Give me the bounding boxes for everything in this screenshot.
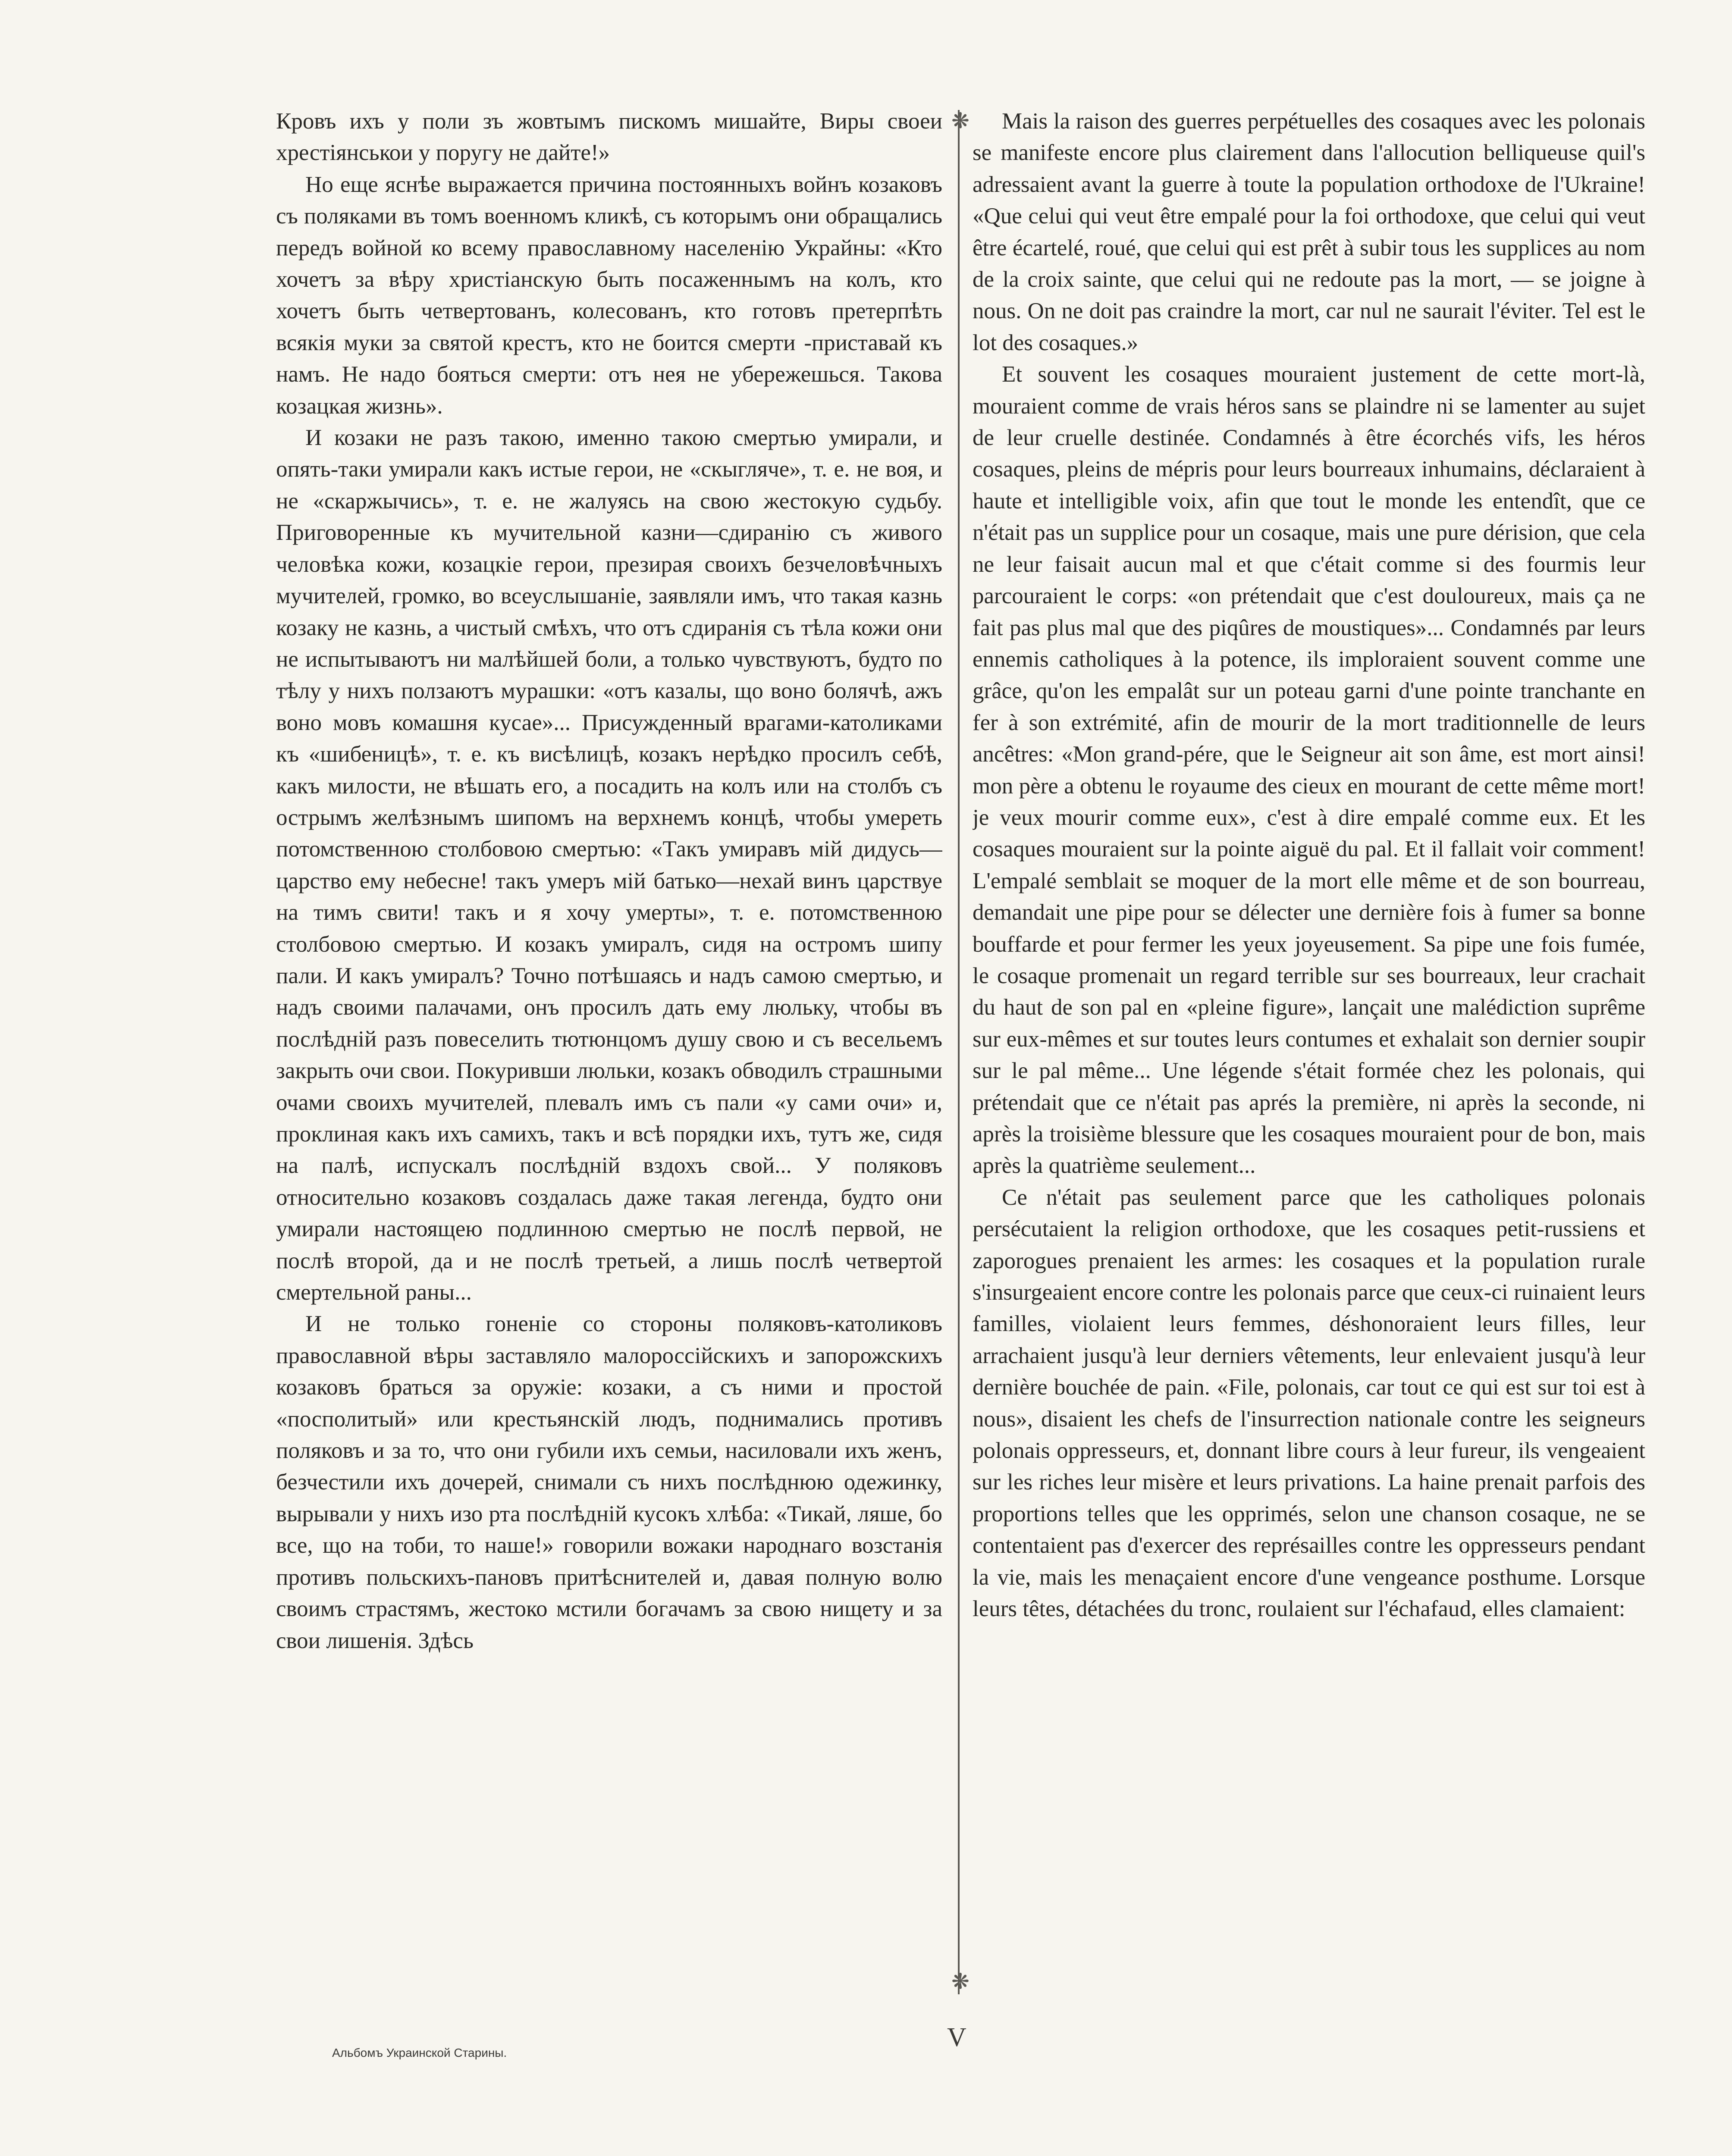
column-divider [958,110,960,1994]
left-column-russian [276,106,942,2156]
paragraph: Ce n'était pas seulement parce que les catholiques polonais persécutaient la religion orthodoxe, que les cosaques petit-russiens et zaporogues prenaient les armes: les cosaques et la population rurale s'insurgeaient encore contre les polonais parce que ceux-ci ruinaient leurs familles, violaient leurs femmes, déshonoraient leurs filles, leur arrachaient jusqu'à leur derniers vêtements, leur enlevaient jusqu'à leur dernière bouchée de pain. «File, polonais, car tout ce qui est sur toi est à nous», disaient les chefs de l'insurrection nationale contre les seigneurs polonais oppresseurs, et, donnant libre cours à leur fureur, ils vengeaient sur les riches leur misère et leurs privations. La haine prenait parfois des proportions telles que les opprimés, selon une chanson cosaque, ne se contentaient pas d'exercer des représailles contre les oppresseurs pendant la vie, mais les menaçaient encore d'une vengeance posthume. Lorsque leurs têtes, détachées du tronc, roulaient sur l'échafaud, elles clamaient: [973,1185,1645,1622]
paragraph: Mais la raison des guerres perpétuelles des cosaques avec les polonais se manifeste encore plus clairement dans l'allocution belliqueuse quil's adressaient avant la guerre à toute la population orthodoxe de l'Ukraine! «Que celui qui veut être empalé pour la foi orthodoxe, que celui qui veut être écartelé, roué, que celui qui est prêt à subir tous les supplices au nom de la croix sainte, que celui qui ne redoute pas la mort, — se joigne à nous. On ne doit pas craindre la mort, car nul ne saurait l'éviter. Tel est le lot des cosaques.» [973,109,1645,355]
album-title-footer: Альбомъ Украинской Старины. [332,2046,507,2059]
paragraph: И не только гоненiе со стороны поляковъ-католиковъ православной вѣры заставляло малороссiйскихъ и запорожскихъ козаковъ браться за оружiе: козаки, а съ ними и простой «посполитый» или крестьянскiй людъ, поднимались противъ поляковъ и за то, что они губили ихъ семьи, насиловали ихъ женъ, безчестили ихъ дочерей, снимали съ нихъ послѣднюю одежинку, вырывали у нихъ изо рта послѣднiй кусокъ хлѣба: «Тикай, ляше, бо все, що на тоби, то наше!» говорили вожаки народнаго возстанiя противъ польскихъ-пановъ притѣснителей и, давая полную волю своимъ страстямъ, жестоко мстили богачамъ за свою нищету и за свои лишенiя. Здѣсь [276,1311,942,1653]
paragraph: Но еще яснѣе выражается причина постоянныхъ войнъ козаковъ съ поляками въ томъ военномъ кликѣ, съ которымъ они обращались передъ войной ко всему православному населенiю Украйны: «Кто хочетъ за вѣру христiанскую быть посаженнымъ на колъ, кто хочетъ быть четвертованъ, колесованъ, кто готовъ претерпѣть всякiя муки за святой крестъ, кто не боится смерти -приставай къ намъ. Не надо бояться смерти: отъ нея не убережешься. Такова козацкая жизнь». [276,172,942,419]
paragraph: И козаки не разъ такою, именно такою смертью умирали, и опять-таки умирали какъ истые герои, не «скыгляче», т. е. не воя, и не «скаржычись», т. е. не жалуясь на свою жестокую судьбу. Приговоренные къ мучительной казни—сдиранiю съ живого человѣка кожи, козацкiе герои, презирая своихъ безчеловѣчныхъ мучителей, громко, во всеуслышанiе, заявляли имъ, что такая казнь козаку не казнь, а чистый смѣхъ, что отъ сдиранiя съ тѣла кожи они не испытываютъ ни малѣйшей боли, а только чувствуютъ, будто по тѣлу у нихъ ползаютъ мурашки: «отъ казалы, що воно болячѣ, ажъ воно мовъ комашня кусае»... Присужденный врагами-католиками къ «шибеницѣ», т. е. къ висѣлицѣ, козакъ нерѣдко просилъ себѣ, какъ милости, не вѣшать его, а посадить на колъ или на столбъ съ острымъ желѣзнымъ шипомъ на верхнемъ концѣ, чтобы умереть потомственною столбовою смертью: «Такъ умиравъ мiй дидусь—царство ему небесне! такъ умеръ мiй батько—нехай винъ царствуе на тимъ свити! такъ и я хочу умерты», т. е. потомственною столбовою смертью. И козакъ умиралъ, сидя на остромъ шипу пали. И какъ умиралъ? Точно потѣшаясь и надъ самою смертью, и надъ своими палачами, онъ просилъ дать ему люльку, чтобы въ послѣднiй разъ повеселить тютюнцомъ душу свою и съ весельемъ закрыть очи свои. Покуривши люльки, козакъ обводилъ страшными очами своихъ мучителей, плевалъ имъ съ пали «у сами очи» и, проклиная какъ ихъ самихъ, такъ и всѣ порядки ихъ, тутъ же, сидя на палѣ, испускалъ послѣднiй вздохъ свой... У поляковъ относительно козаковъ создалась даже такая легенда, будто они умирали настоящею подлинною смертью не послѣ первой, не послѣ второй, да и не послѣ третьей, а лишь послѣ четвертой смертельной раны... [276,425,942,1305]
asterisk-ornament-icon: ❋ [951,109,970,133]
asterisk-ornament-icon: ❋ [951,1969,970,1993]
right-column-french [973,106,1645,2156]
paragraph: Et souvent les cosaques mouraient justement de cette mort-là, mouraient comme de vrais héros sans se plaindre ni se lamenter au sujet de leur cruelle destinée. Condamnés à être écorchés vifs, les héros cosaques, pleins de mépris pour leurs bourreaux inhumains, déclaraient à haute et intelligible voix, afin que tout le monde les entendît, que ce n'était pas un supplice pour un cosaque, mais une pure dérision, que cela ne leur faisait aucun mal et que c'était comme si des fourmis leur parcouraient le corps: «on prétendait que c'est douloureux, mais ça ne fait pas plus mal que des piqûres de moustiques»... Condamnés par leurs ennemis catholiques à la potence, ils imploraient souvent comme une grâce, qu'on les empalât sur un poteau garni d'une pointe tranchante en fer à son extrémité, afin de mourir de la mort traditionnelle de leurs ancêtres: «Mon grand-pére, que le Seigneur ait son âme, est mort ainsi! mon père a obtenu le royaume des cieux en mourant de cette même mort! je veux mourir comme eux», c'est à dire empalé comme eux. Et les cosaques mouraient sur la pointe aiguë du pal. Et il fallait voir comment! L'empalé semblait se moquer de la mort elle même et de son bourreau, demandait une pipe pour se délecter une dernière fois à fumer sa bonne bouffarde et pour fermer les yeux joyeusement. Sa pipe une fois fumée, le cosaque promenait un regard terrible sur ses bourreaux, leur crachait du haut de son pal en «pleine figure», lançait une malédiction suprême sur eux-mêmes et sur toutes leurs contumes et exhalait son dernier soupir sur le pal même... Une légende s'était formée chez les polonais, qui prétendait que ce n'était pas aprés la première, ni après la seconde, ni après la troisième blessure que les cosaques mouraient pour de bon, mais après la quatrième seulement... [973,362,1645,1178]
paragraph: Кровъ ихъ у поли зъ жовтымъ пискомъ мишайте, Виры своеи хрестiянськои у поругу не дайте!» [276,109,942,166]
page-number: V [947,2023,966,2052]
